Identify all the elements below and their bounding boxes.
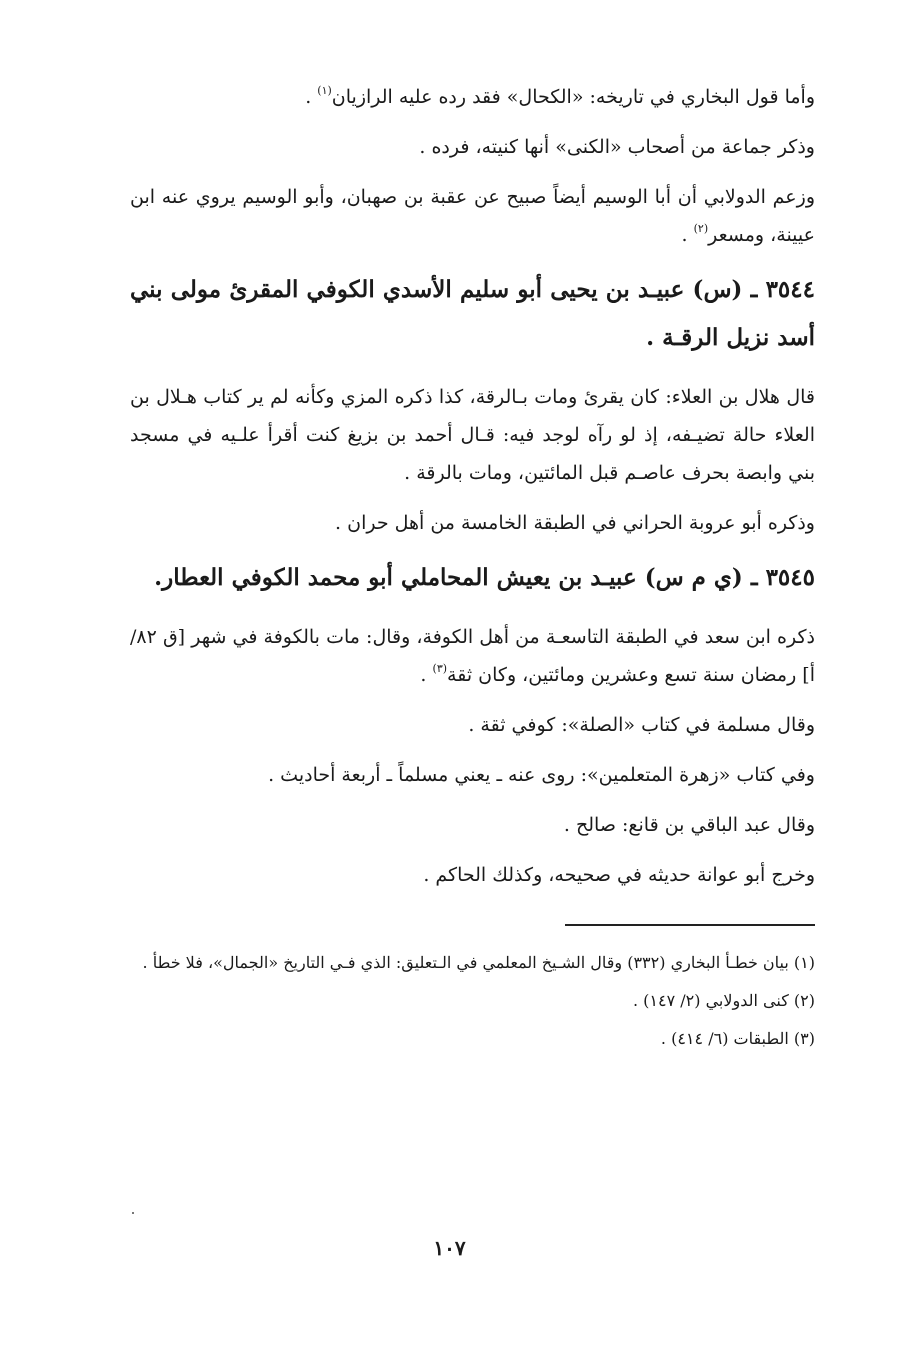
- paragraph-hilal: [130, 378, 815, 492]
- paragraph-text: ذكره ابن سعد في الطبقة التاسعـة من أهل الكوفة، وقال: مات بالكوفة في شهر [ق ٨٢/أ] رمضان سنة تسع وعشرين ومائتين، وكان ثقة: [130, 626, 815, 686]
- paragraph-zahrat: [130, 756, 815, 794]
- footnote-2: (٢) كنى الدولابي (٢/ ١٤٧) .: [632, 991, 815, 1010]
- paragraph-text: وقال عبد الباقي بن قانع: صالح .: [563, 814, 815, 836]
- footnote-ref-1: (١): [317, 84, 332, 97]
- paragraph-dulabi: [130, 178, 815, 254]
- paragraph-text: قال هلال بن العلاء: كان يقرئ ومات بـالرقة، كذا ذكره المزي وكأنه لم ير كتاب هـلال بن العلاء حالة تضيـفه، إذ لو رآه لوجد فيه: قـال أحمد بن بزيغ كنت أقرأ علـيه في مسجد بني وابصة بحرف عاصـم قبل المائتين، ومات بالرقة .: [130, 386, 815, 484]
- paragraph-bukhari-kahhal: [130, 78, 815, 116]
- page-number: ١٠٧: [433, 1236, 466, 1260]
- footnote-1: (١) بيان خطـأ البخاري (٣٣٢) وقال الشـيخ المعلمي في الـتعليق: الذي فـي التاريخ «الجمال»، فلا خطأ .: [142, 953, 815, 972]
- paragraph-text: وذكره أبو عروبة الحراني في الطبقة الخامسة من أهل حران .: [335, 512, 815, 534]
- paragraph-ibn-saad: [130, 618, 815, 694]
- paragraph-text: وذكر جماعة من أصحاب «الكنى» أنها كنيته، فرده .: [419, 136, 815, 158]
- paragraph-end: .: [681, 224, 694, 246]
- paragraph-ibn-qani: [130, 806, 815, 844]
- paragraph-text: وفي كتاب «زهرة المتعلمين»: روى عنه ـ يعني مسلماً ـ أربعة أحاديث .: [268, 764, 815, 786]
- paragraph-end: .: [420, 664, 433, 686]
- entry-heading-3545: ٣٥٤٥ ـ (ي م س) عبيـد بن يعيش المحاملي أبو محمد الكوفي العطار.: [154, 564, 815, 591]
- footnote-ref-3: (٣): [432, 662, 448, 675]
- paragraph-maslama: [130, 706, 815, 744]
- paragraph-kuna: [130, 128, 815, 166]
- paragraph-text: وقال مسلمة في كتاب «الصلة»: كوفي ثقة .: [468, 714, 815, 736]
- footnote-3: (٣) الطبقات (٦/ ٤١٤) .: [660, 1029, 815, 1048]
- paragraph-end: .: [305, 86, 318, 108]
- footnotes-divider: [565, 924, 815, 926]
- paragraph-text: وزعم الدولابي أن أبا الوسيم أيضاً صبيح عن عقبة بن صهبان، وأبو الوسيم يروي عنه ابن عيينة، ومسعر: [130, 186, 815, 246]
- paragraph-abu-awana: [130, 856, 815, 894]
- paragraph-text: وأما قول البخاري في تاريخه: «الكحال» فقد رده عليه الرازيان: [331, 86, 815, 108]
- footnote-ref-2: (٢): [693, 222, 709, 235]
- paragraph-abu-aruba: [130, 504, 815, 542]
- margin-speck: [132, 1212, 134, 1214]
- entry-heading-3544: ٣٥٤٤ ـ (س) عبيـد بن يحيى أبو سليم الأسدي الكوفي المقرئ مولى بني أسد نزيل الرقـة .: [130, 276, 815, 351]
- paragraph-text: وخرج أبو عوانة حديثه في صحيحه، وكذلك الحاكم .: [423, 864, 815, 886]
